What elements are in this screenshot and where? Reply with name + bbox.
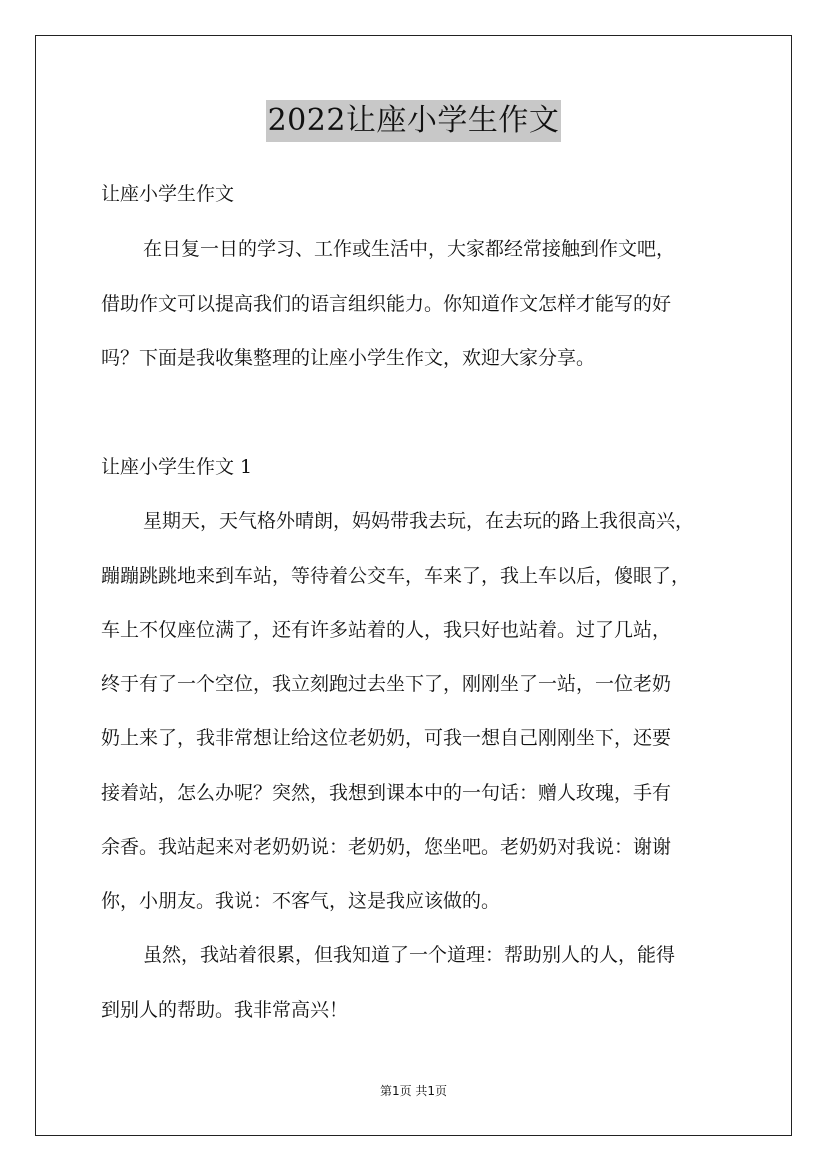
paragraph-line: 奶上来了，我非常想让给这位老奶奶，可我一想自己刚刚坐下，还要 <box>101 727 672 749</box>
page-footer: 第1页 共1页 <box>379 1084 448 1098</box>
intro-line: 在日复一日的学习、工作或生活中，大家都经常接触到作文吧， <box>143 238 676 260</box>
paragraph-line: 终于有了一个空位，我立刻跑过去坐下了，刚刚坐了一站，一位老奶 <box>101 673 672 695</box>
paragraph-line: 虽然，我站着很累，但我知道了一个道理：帮助别人的人，能得 <box>143 944 676 966</box>
paragraph-line: 车上不仅座位满了，还有许多站着的人，我只好也站着。过了几站， <box>101 619 672 641</box>
paragraph-line: 蹦蹦跳跳地来到车站，等待着公交车，车来了，我上车以后，傻眼了， <box>101 565 691 587</box>
paragraph-line: 接着站，怎么办呢？突然，我想到课本中的一句话：赠人玫瑰，手有 <box>101 782 672 804</box>
paragraph-line: 到别人的帮助。我非常高兴！ <box>101 999 349 1021</box>
section-heading: 让座小学生作文 1 <box>101 456 253 478</box>
title-container <box>0 100 827 142</box>
intro-line: 吗？下面是我收集整理的让座小学生作文，欢迎大家分享。 <box>101 347 596 369</box>
paragraph-line: 余香。我站起来对老奶奶说：老奶奶，您坐吧。老奶奶对我说：谢谢 <box>101 836 672 858</box>
paragraph-line: 你，小朋友。我说：不客气，这是我应该做的。 <box>101 890 501 912</box>
document-title: 2022让座小学生作文 <box>266 100 562 142</box>
intro-line: 借助作文可以提高我们的语言组织能力。你知道作文怎样才能写的好 <box>101 293 672 315</box>
paragraph-line: 星期天，天气格外晴朗，妈妈带我去玩，在去玩的路上我很高兴， <box>143 510 695 532</box>
subtitle: 让座小学生作文 <box>101 183 235 205</box>
